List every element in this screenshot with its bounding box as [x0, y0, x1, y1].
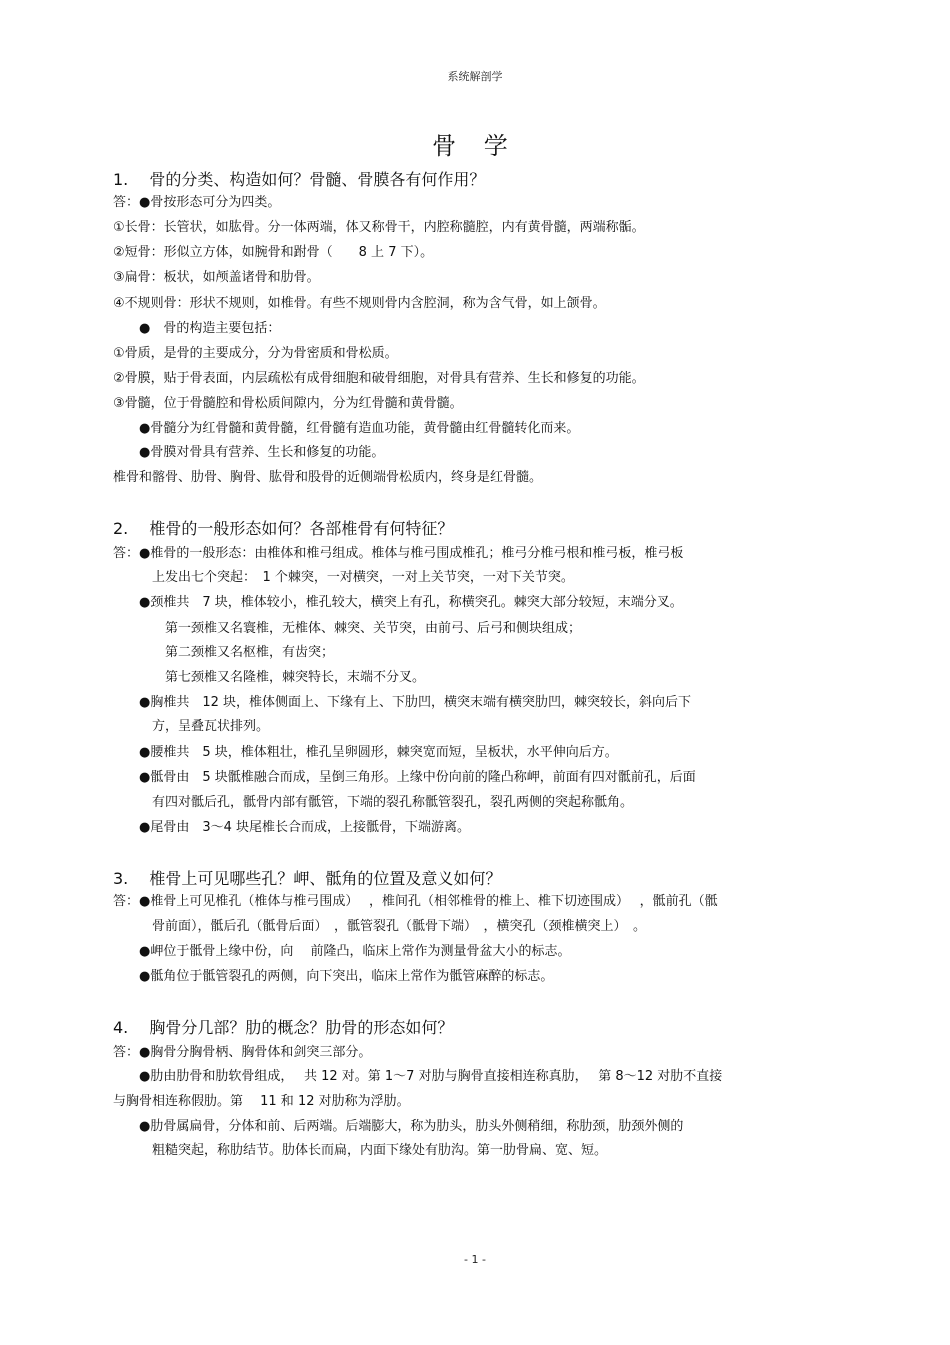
answer-line: ●颈椎共 7 块，椎体较小，椎孔较大，横突上有孔，称横突孔。棘突大部分较短，末端分叉。 — [113, 595, 683, 610]
running-header: 系统解剖学 — [447, 70, 503, 83]
answer-line: 粗糙突起，称肋结节。肋体长而扁，内面下缘处有肋沟。第一肋骨扁、宽、短。 — [113, 1143, 608, 1158]
answer-line: 答：●胸骨分胸骨柄、胸骨体和剑突三部分。 — [113, 1045, 372, 1060]
answer-line: ●岬位于骶骨上缘中份，向 前隆凸，临床上常作为测量骨盆大小的标志。 — [113, 944, 571, 959]
answer-line: ●骨膜对骨具有营养、生长和修复的功能。 — [113, 445, 385, 460]
answer-line: 上发出七个突起： 1 个棘突，一对横突，一对上关节突，一对下关节突。 — [113, 570, 574, 585]
answer-line: 答：●椎骨上可见椎孔（椎体与椎弓围成） ，椎间孔（相邻椎骨的椎上、椎下切迹围成） ，骶前孔（骶 — [113, 894, 718, 909]
answer-line: 有四对骶后孔，骶骨内部有骶管，下端的裂孔称骶管裂孔，裂孔两侧的突起称骶角。 — [113, 795, 634, 810]
question-1-heading: 1. 骨的分类、构造如何？骨髓、骨膜各有何作用？ — [113, 170, 486, 189]
page-number: - 1 - — [464, 1253, 486, 1266]
answer-line: 答：●骨按形态可分为四类。 — [113, 195, 281, 210]
answer-line: ④不规则骨：形状不规则，如椎骨。有些不规则骨内含腔洞，称为含气骨，如上颌骨。 — [113, 296, 606, 311]
answer-line: ●胸椎共 12 块，椎体侧面上、下缘有上、下肋凹，横突末端有横突肋凹，棘突较长，斜向后下 — [113, 695, 692, 710]
answer-line: 与胸骨相连称假肋。第 11 和 12 对肋称为浮肋。 — [113, 1094, 410, 1109]
answer-line: ③骨髓，位于骨髓腔和骨松质间隙内，分为红骨髓和黄骨髓。 — [113, 396, 463, 411]
answer-line: ③扁骨：板状，如颅盖诸骨和肋骨。 — [113, 270, 320, 285]
answer-line: ●骶骨由 5 块骶椎融合而成，呈倒三角形。上缘中份向前的隆凸称岬，前面有四对骶前孔，后面 — [113, 770, 696, 785]
answer-line: ●腰椎共 5 块，椎体粗壮，椎孔呈卵圆形，棘突宽而短，呈板状，水平伸向后方。 — [113, 745, 618, 760]
answer-line: ●肋骨属扁骨，分体和前、后两端。后端膨大，称为肋头，肋头外侧稍细，称肋颈，肋颈外侧的 — [113, 1119, 684, 1134]
answer-line: 第二颈椎又名枢椎，有齿突； — [113, 645, 335, 660]
answer-line: ●肋由肋骨和肋软骨组成， 共 12 对。第 1～7 对肋与胸骨直接相连称真肋， 第 8～12 对肋不直接 — [113, 1069, 723, 1084]
answer-line: 椎骨和髂骨、肋骨、胸骨、肱骨和股骨的近侧端骨松质内，终身是红骨髓。 — [113, 470, 543, 485]
question-3-heading: 3. 椎骨上可见哪些孔？岬、骶角的位置及意义如何？ — [113, 869, 502, 888]
answer-line: 答：●椎骨的一般形态：由椎体和椎弓组成。椎体与椎弓围成椎孔；椎弓分椎弓根和椎弓板，椎弓板 — [113, 546, 684, 561]
page-title: 骨 学 — [432, 132, 518, 160]
answer-line: ①长骨：长管状，如肱骨。分一体两端，体又称骨干，内腔称髓腔，内有黄骨髓，两端称骺。 — [113, 220, 645, 235]
answer-line: ●尾骨由 3～4 块尾椎长合而成，上接骶骨，下端游离。 — [113, 820, 471, 835]
answer-line: ②短骨：形似立方体，如腕骨和跗骨（ 8 上 7 下）。 — [113, 245, 434, 260]
answer-line: ●骨髓分为红骨髓和黄骨髓，红骨髓有造血功能，黄骨髓由红骨髓转化而来。 — [113, 421, 580, 436]
answer-line: ●骶角位于骶管裂孔的两侧，向下突出，临床上常作为骶管麻醉的标志。 — [113, 969, 554, 984]
answer-line: ①骨质，是骨的主要成分，分为骨密质和骨松质。 — [113, 346, 398, 361]
answer-line: ● 骨的构造主要包括： — [113, 321, 281, 336]
answer-line: ②骨膜，贴于骨表面，内层疏松有成骨细胞和破骨细胞，对骨具有营养、生长和修复的功能。 — [113, 371, 645, 386]
answer-line: 方，呈叠瓦状排列。 — [113, 719, 270, 734]
answer-line: 第七颈椎又名隆椎，棘突特长，末端不分叉。 — [113, 670, 426, 685]
answer-line: 第一颈椎又名寰椎，无椎体、棘突、关节突，由前弓、后弓和侧块组成； — [113, 621, 582, 636]
question-4-heading: 4. 胸骨分几部？肋的概念？肋骨的形态如何？ — [113, 1018, 454, 1037]
question-2-heading: 2. 椎骨的一般形态如何？各部椎骨有何特征？ — [113, 519, 454, 538]
answer-line: 骨前面），骶后孔（骶骨后面） ，骶管裂孔（骶骨下端） ，横突孔（颈椎横突上） 。 — [113, 919, 647, 934]
